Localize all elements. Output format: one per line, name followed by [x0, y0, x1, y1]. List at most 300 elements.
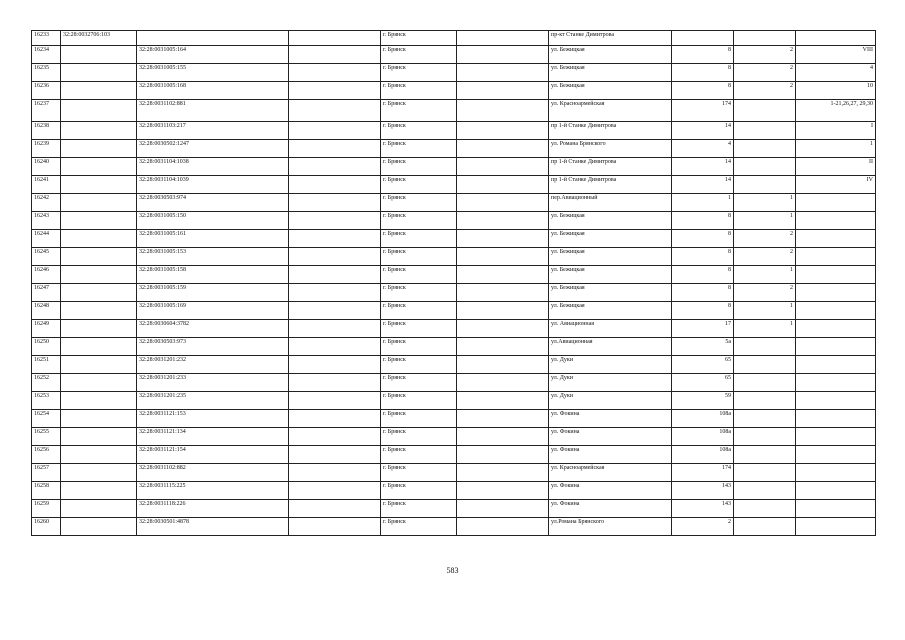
empty-col-1-cell [289, 140, 381, 158]
premises-number-cell [796, 338, 876, 356]
city-cell: г. Брянск [381, 212, 457, 230]
city-cell: г. Брянск [381, 122, 457, 140]
street-cell: ул. Авиационная [549, 320, 672, 338]
floor-cell: 2 [734, 230, 796, 248]
floor-cell [734, 482, 796, 500]
empty-col-2-cell [457, 100, 549, 122]
floor-cell [734, 100, 796, 122]
empty-col-1-cell [289, 212, 381, 230]
cadastral-number-cell: 32:28:0031005:159 [137, 284, 289, 302]
cadastral-number-old-cell [61, 428, 137, 446]
empty-col-2-cell [457, 212, 549, 230]
cadastral-number-old-cell [61, 392, 137, 410]
table-body [32, 31, 876, 536]
house-number-cell: 65 [672, 356, 734, 374]
empty-col-1-cell [289, 31, 381, 46]
house-number-cell: 8 [672, 230, 734, 248]
table-row [32, 338, 876, 356]
row-number-cell: 16257 [32, 464, 61, 482]
city-cell: г. Брянск [381, 230, 457, 248]
premises-number-cell [796, 410, 876, 428]
cadastral-number-cell: 32:28:0031201:233 [137, 374, 289, 392]
row-number-cell: 16251 [32, 356, 61, 374]
floor-cell [734, 410, 796, 428]
cadastral-number-old-cell [61, 194, 137, 212]
house-number-cell: 14 [672, 158, 734, 176]
premises-number-cell [796, 302, 876, 320]
floor-cell [734, 31, 796, 46]
cadastral-number-old-cell [61, 100, 137, 122]
empty-col-1-cell [289, 482, 381, 500]
empty-col-2-cell [457, 518, 549, 536]
cadastral-number-old-cell [61, 284, 137, 302]
cadastral-number-cell: 32:28:0031102:881 [137, 100, 289, 122]
house-number-cell: 8 [672, 284, 734, 302]
premises-number-cell [796, 266, 876, 284]
city-cell: г. Брянск [381, 410, 457, 428]
premises-number-cell [796, 500, 876, 518]
floor-cell: 2 [734, 284, 796, 302]
premises-number-cell [796, 392, 876, 410]
table-row [32, 392, 876, 410]
cadastral-number-cell: 32:28:0030503:973 [137, 338, 289, 356]
house-number-cell: 59 [672, 392, 734, 410]
row-number-cell: 16240 [32, 158, 61, 176]
floor-cell: 1 [734, 320, 796, 338]
floor-cell: 1 [734, 302, 796, 320]
city-cell: г. Брянск [381, 194, 457, 212]
street-cell: ул. Дуки [549, 392, 672, 410]
floor-cell [734, 464, 796, 482]
house-number-cell: 8 [672, 64, 734, 82]
cadastral-number-old-cell [61, 320, 137, 338]
city-cell: г. Брянск [381, 464, 457, 482]
cadastral-number-old-cell [61, 374, 137, 392]
empty-col-2-cell [457, 248, 549, 266]
empty-col-1-cell [289, 410, 381, 428]
row-number-cell: 16245 [32, 248, 61, 266]
street-cell: ул. Фокина [549, 446, 672, 464]
empty-col-1-cell [289, 158, 381, 176]
cadastral-number-cell: 32:28:0031005:150 [137, 212, 289, 230]
registry-table [31, 30, 876, 536]
cadastral-number-old-cell [61, 518, 137, 536]
empty-col-1-cell [289, 500, 381, 518]
street-cell: ул. Бежицкая [549, 230, 672, 248]
row-number-cell: 16255 [32, 428, 61, 446]
premises-number-cell [796, 284, 876, 302]
city-cell: г. Брянск [381, 82, 457, 100]
city-cell: г. Брянск [381, 338, 457, 356]
city-cell: г. Брянск [381, 284, 457, 302]
empty-col-1-cell [289, 64, 381, 82]
cadastral-number-cell: 32:28:0031005:161 [137, 230, 289, 248]
city-cell: г. Брянск [381, 320, 457, 338]
floor-cell: 2 [734, 46, 796, 64]
cadastral-number-cell: 32:28:0031121:134 [137, 428, 289, 446]
house-number-cell: 174 [672, 464, 734, 482]
cadastral-number-old-cell [61, 410, 137, 428]
cadastral-number-old-cell [61, 158, 137, 176]
premises-number-cell [796, 212, 876, 230]
row-number-cell: 16243 [32, 212, 61, 230]
empty-col-1-cell [289, 100, 381, 122]
cadastral-number-cell: 32:28:0030604:3782 [137, 320, 289, 338]
floor-cell [734, 122, 796, 140]
premises-number-cell [796, 31, 876, 46]
city-cell: г. Брянск [381, 266, 457, 284]
empty-col-2-cell [457, 31, 549, 46]
cadastral-number-cell: 32:28:0031201:235 [137, 392, 289, 410]
row-number-cell: 16252 [32, 374, 61, 392]
row-number-cell: 16259 [32, 500, 61, 518]
empty-col-2-cell [457, 46, 549, 64]
empty-col-1-cell [289, 356, 381, 374]
empty-col-2-cell [457, 64, 549, 82]
city-cell: г. Брянск [381, 176, 457, 194]
empty-col-2-cell [457, 82, 549, 100]
empty-col-1-cell [289, 46, 381, 64]
empty-col-2-cell [457, 284, 549, 302]
cadastral-number-old-cell [61, 500, 137, 518]
row-number-cell: 16235 [32, 64, 61, 82]
row-number-cell: 16237 [32, 100, 61, 122]
table-row [32, 248, 876, 266]
empty-col-2-cell [457, 482, 549, 500]
house-number-cell: 143 [672, 500, 734, 518]
cadastral-number-cell: 32:28:0031115:225 [137, 482, 289, 500]
empty-col-2-cell [457, 428, 549, 446]
cadastral-number-old-cell [61, 176, 137, 194]
row-number-cell: 16247 [32, 284, 61, 302]
floor-cell [734, 446, 796, 464]
floor-cell [734, 374, 796, 392]
table-row [32, 500, 876, 518]
floor-cell [734, 392, 796, 410]
cadastral-number-old-cell [61, 212, 137, 230]
premises-number-cell: 1-21,26,27, 29,30 [796, 100, 876, 122]
house-number-cell: 108а [672, 428, 734, 446]
empty-col-1-cell [289, 374, 381, 392]
cadastral-number-old-cell [61, 248, 137, 266]
table-row [32, 446, 876, 464]
city-cell: г. Брянск [381, 500, 457, 518]
cadastral-number-old-cell [61, 46, 137, 64]
floor-cell: 1 [734, 194, 796, 212]
cadastral-number-old-cell: 32:28:0032706:103 [61, 31, 137, 46]
cadastral-number-cell: 32:28:0030502:1247 [137, 140, 289, 158]
street-cell: ул. Красноармейская [549, 100, 672, 122]
empty-col-2-cell [457, 446, 549, 464]
street-cell: ул. Романа Брянского [549, 140, 672, 158]
empty-col-1-cell [289, 176, 381, 194]
cadastral-number-old-cell [61, 338, 137, 356]
empty-col-1-cell [289, 266, 381, 284]
house-number-cell: 8 [672, 248, 734, 266]
empty-col-1-cell [289, 446, 381, 464]
house-number-cell: 143 [672, 482, 734, 500]
city-cell: г. Брянск [381, 356, 457, 374]
cadastral-number-old-cell [61, 446, 137, 464]
street-cell: ул. Бежицкая [549, 64, 672, 82]
floor-cell: 2 [734, 82, 796, 100]
premises-number-cell [796, 230, 876, 248]
empty-col-2-cell [457, 266, 549, 284]
table-row [32, 82, 876, 100]
city-cell: г. Брянск [381, 140, 457, 158]
floor-cell [734, 140, 796, 158]
street-cell: ул. Бежицкая [549, 284, 672, 302]
row-number-cell: 16233 [32, 31, 61, 46]
floor-cell: 2 [734, 248, 796, 266]
premises-number-cell [796, 518, 876, 536]
empty-col-2-cell [457, 158, 549, 176]
row-number-cell: 16256 [32, 446, 61, 464]
table-row [32, 428, 876, 446]
empty-col-1-cell [289, 122, 381, 140]
cadastral-number-cell: 32:28:0031104:1039 [137, 176, 289, 194]
row-number-cell: 16238 [32, 122, 61, 140]
city-cell: г. Брянск [381, 100, 457, 122]
cadastral-number-cell: 32:28:0031005:169 [137, 302, 289, 320]
floor-cell: 1 [734, 266, 796, 284]
table-row [32, 320, 876, 338]
floor-cell [734, 176, 796, 194]
cadastral-number-cell: 32:28:0030503:974 [137, 194, 289, 212]
premises-number-cell [796, 194, 876, 212]
table-row [32, 64, 876, 82]
cadastral-number-cell: 32:28:0031118:226 [137, 500, 289, 518]
table-row [32, 212, 876, 230]
empty-col-2-cell [457, 392, 549, 410]
house-number-cell: 8 [672, 46, 734, 64]
floor-cell [734, 356, 796, 374]
house-number-cell: 1 [672, 194, 734, 212]
cadastral-number-old-cell [61, 140, 137, 158]
empty-col-1-cell [289, 428, 381, 446]
floor-cell [734, 338, 796, 356]
table-row [32, 31, 876, 46]
empty-col-1-cell [289, 518, 381, 536]
premises-number-cell: I [796, 122, 876, 140]
street-cell: ул. Фокина [549, 500, 672, 518]
cadastral-number-old-cell [61, 302, 137, 320]
cadastral-number-old-cell [61, 82, 137, 100]
empty-col-2-cell [457, 194, 549, 212]
city-cell: г. Брянск [381, 446, 457, 464]
empty-col-2-cell [457, 122, 549, 140]
house-number-cell: 8 [672, 82, 734, 100]
empty-col-2-cell [457, 410, 549, 428]
house-number-cell: 2 [672, 518, 734, 536]
floor-cell: 2 [734, 64, 796, 82]
empty-col-2-cell [457, 338, 549, 356]
premises-number-cell [796, 464, 876, 482]
row-number-cell: 16241 [32, 176, 61, 194]
empty-col-2-cell [457, 230, 549, 248]
table-row [32, 122, 876, 140]
cadastral-number-old-cell [61, 266, 137, 284]
premises-number-cell [796, 248, 876, 266]
city-cell: г. Брянск [381, 248, 457, 266]
street-cell: ул. Бежицкая [549, 266, 672, 284]
floor-cell [734, 518, 796, 536]
street-cell: ул. Бежицкая [549, 302, 672, 320]
city-cell: г. Брянск [381, 31, 457, 46]
cadastral-number-old-cell [61, 464, 137, 482]
empty-col-1-cell [289, 284, 381, 302]
premises-number-cell [796, 356, 876, 374]
cadastral-number-cell: 32:28:0031104:1038 [137, 158, 289, 176]
floor-cell: 1 [734, 212, 796, 230]
table-row [32, 266, 876, 284]
house-number-cell: 4 [672, 140, 734, 158]
row-number-cell: 16242 [32, 194, 61, 212]
cadastral-number-cell: 32:28:0031103:217 [137, 122, 289, 140]
house-number-cell: 8 [672, 266, 734, 284]
table-row [32, 230, 876, 248]
house-number-cell: 17 [672, 320, 734, 338]
table-row [32, 464, 876, 482]
row-number-cell: 16250 [32, 338, 61, 356]
row-number-cell: 16239 [32, 140, 61, 158]
house-number-cell: 108а [672, 446, 734, 464]
house-number-cell [672, 31, 734, 46]
row-number-cell: 16253 [32, 392, 61, 410]
table-row [32, 100, 876, 122]
cadastral-number-cell: 32:28:0031201:232 [137, 356, 289, 374]
house-number-cell: 5а [672, 338, 734, 356]
floor-cell [734, 158, 796, 176]
floor-cell [734, 500, 796, 518]
street-cell: ул. Красноармейская [549, 464, 672, 482]
premises-number-cell: 10 [796, 82, 876, 100]
premises-number-cell: 1 [796, 140, 876, 158]
street-cell: ул. Фокина [549, 410, 672, 428]
street-cell: ул.Романа Брянского [549, 518, 672, 536]
premises-number-cell [796, 482, 876, 500]
cadastral-number-cell: 32:28:0031005:158 [137, 266, 289, 284]
empty-col-2-cell [457, 320, 549, 338]
cadastral-number-cell: 32:28:0031005:155 [137, 64, 289, 82]
row-number-cell: 16254 [32, 410, 61, 428]
empty-col-2-cell [457, 464, 549, 482]
street-cell: ул. Бежицкая [549, 248, 672, 266]
cadastral-number-cell: 32:28:0031121:153 [137, 410, 289, 428]
city-cell: г. Брянск [381, 428, 457, 446]
premises-number-cell [796, 320, 876, 338]
empty-col-1-cell [289, 230, 381, 248]
table-row [32, 176, 876, 194]
table-row [32, 482, 876, 500]
city-cell: г. Брянск [381, 482, 457, 500]
row-number-cell: 16246 [32, 266, 61, 284]
table-row [32, 46, 876, 64]
table-row [32, 374, 876, 392]
cadastral-number-cell: 32:28:0031005:168 [137, 82, 289, 100]
cadastral-number-cell: 32:28:0030501:4878 [137, 518, 289, 536]
empty-col-2-cell [457, 140, 549, 158]
cadastral-number-cell: 32:28:0031005:164 [137, 46, 289, 64]
city-cell: г. Брянск [381, 64, 457, 82]
row-number-cell: 16236 [32, 82, 61, 100]
premises-number-cell [796, 428, 876, 446]
street-cell: ул. Дуки [549, 374, 672, 392]
city-cell: г. Брянск [381, 518, 457, 536]
empty-col-2-cell [457, 500, 549, 518]
city-cell: г. Брянск [381, 392, 457, 410]
table-row [32, 302, 876, 320]
table-row [32, 356, 876, 374]
empty-col-2-cell [457, 374, 549, 392]
empty-col-1-cell [289, 464, 381, 482]
cadastral-number-old-cell [61, 230, 137, 248]
house-number-cell: 174 [672, 100, 734, 122]
row-number-cell: 16248 [32, 302, 61, 320]
street-cell: пр 1-й Станке Димитрова [549, 122, 672, 140]
premises-number-cell: II [796, 158, 876, 176]
table-row [32, 158, 876, 176]
house-number-cell: 14 [672, 122, 734, 140]
empty-col-1-cell [289, 392, 381, 410]
table-row [32, 140, 876, 158]
house-number-cell: 108а [672, 410, 734, 428]
cadastral-number-old-cell [61, 64, 137, 82]
table-row [32, 518, 876, 536]
page-number: 583 [446, 566, 459, 575]
street-cell: пр-кт Станке Димитрова [549, 31, 672, 46]
row-number-cell: 16258 [32, 482, 61, 500]
city-cell: г. Брянск [381, 46, 457, 64]
premises-number-cell [796, 374, 876, 392]
house-number-cell: 14 [672, 176, 734, 194]
city-cell: г. Брянск [381, 374, 457, 392]
street-cell: пр 1-й Станке Димитрова [549, 158, 672, 176]
empty-col-1-cell [289, 248, 381, 266]
city-cell: г. Брянск [381, 302, 457, 320]
cadastral-number-old-cell [61, 482, 137, 500]
cadastral-number-old-cell [61, 122, 137, 140]
city-cell: г. Брянск [381, 158, 457, 176]
premises-number-cell: IV [796, 176, 876, 194]
street-cell: ул.Авиационная [549, 338, 672, 356]
street-cell: ул. Бежицкая [549, 82, 672, 100]
street-cell: ул. Фокина [549, 428, 672, 446]
house-number-cell: 8 [672, 212, 734, 230]
table-row [32, 284, 876, 302]
table-row [32, 194, 876, 212]
row-number-cell: 16244 [32, 230, 61, 248]
cadastral-number-cell: 32:28:0031005:153 [137, 248, 289, 266]
empty-col-1-cell [289, 194, 381, 212]
premises-number-cell [796, 446, 876, 464]
table-row [32, 410, 876, 428]
street-cell: пер.Авиационный [549, 194, 672, 212]
cadastral-number-cell: 32:28:0031121:154 [137, 446, 289, 464]
empty-col-2-cell [457, 176, 549, 194]
row-number-cell: 16260 [32, 518, 61, 536]
floor-cell [734, 428, 796, 446]
row-number-cell: 16249 [32, 320, 61, 338]
empty-col-1-cell [289, 302, 381, 320]
house-number-cell: 8 [672, 302, 734, 320]
cadastral-number-cell [137, 31, 289, 46]
street-cell: ул. Бежицкая [549, 212, 672, 230]
street-cell: пр 1-й Станке Димитрова [549, 176, 672, 194]
row-number-cell: 16234 [32, 46, 61, 64]
street-cell: ул. Дуки [549, 356, 672, 374]
street-cell: ул. Фокина [549, 482, 672, 500]
